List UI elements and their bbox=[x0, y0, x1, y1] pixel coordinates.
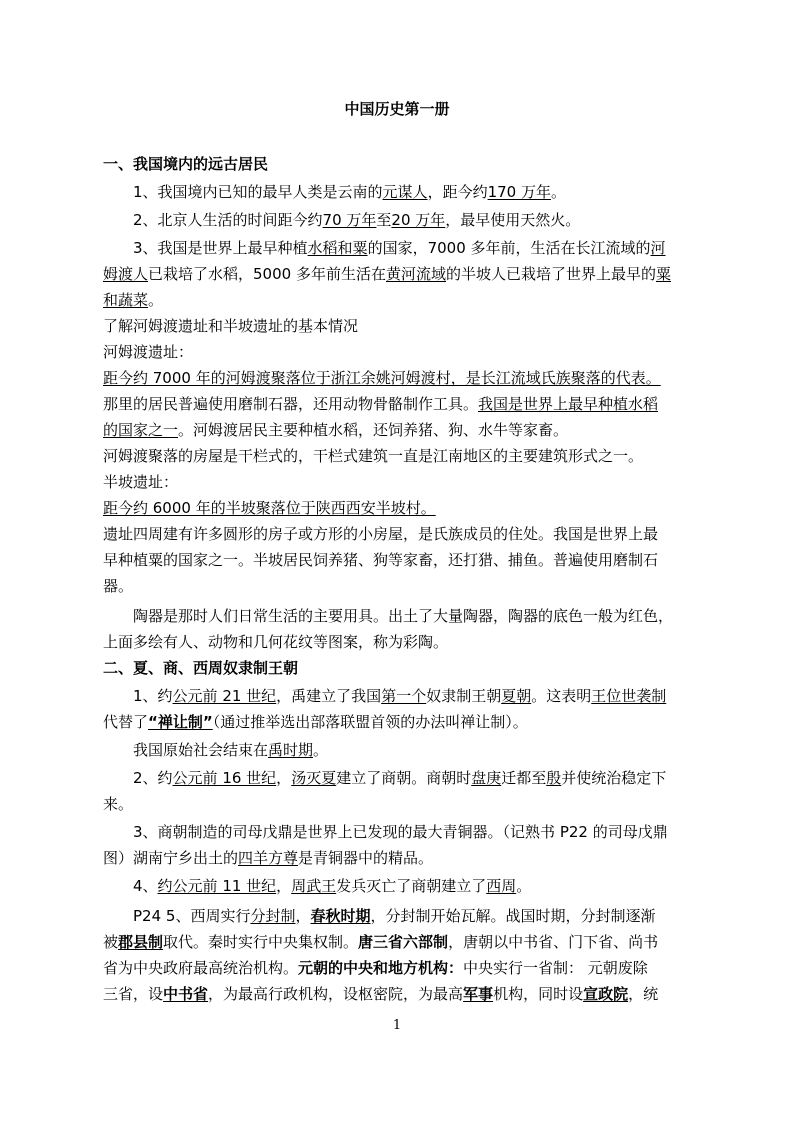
section-heading-1: 一、我国境内的远古居民 bbox=[103, 155, 269, 173]
paragraph-line: 2、北京人生活的时间距今约70 万年至20 万年，最早使用天然火。 bbox=[133, 211, 581, 229]
paragraph-line: 被郡县制取代。秦时实行中央集权制。唐三省六部制，唐朝以中书省、门下省、尚书 bbox=[103, 933, 659, 951]
paragraph-line: 和蔬菜。 bbox=[103, 291, 164, 309]
paragraph-line: 三省，设中书省，为最高行政机构，设枢密院，为最高军事机构，同时设宣政院，统 bbox=[103, 985, 659, 1003]
subheading-banpo: 半坡遗址： bbox=[103, 473, 179, 491]
paragraph-line: 代替了“禅让制”（通过推举选出部落联盟首领的办法叫禅让制）。 bbox=[103, 713, 528, 731]
section-heading-2: 二、夏、商、西周奴隶制王朝 bbox=[103, 659, 299, 677]
paragraph-line: 遗址四周建有许多圆形的房子或方形的小房屋，是氏族成员的住处。我国是世界上最 bbox=[103, 525, 659, 543]
paragraph-line: 4、约公元前 11 世纪，周武王发兵灭亡了商朝建立了西周。 bbox=[133, 877, 532, 895]
paragraph-line: P24 5、西周实行分封制，春秋时期，分封制开始瓦解。战国时期，分封制逐渐 bbox=[133, 907, 656, 925]
paragraph-line: 省为中央政府最高统治机构。元朝的中央和地方机构：中央实行一省制： 元朝废除 bbox=[103, 959, 648, 977]
page-title: 中国历史第一册 bbox=[344, 100, 450, 118]
paragraph-line: 3、我国是世界上最早种植水稻和粟的国家，7000 多年前，生活在长江流域的河 bbox=[133, 239, 666, 257]
paragraph-line: 距今约 6000 年的半坡聚落位于陕西西安半坡村。 bbox=[103, 499, 436, 517]
paragraph-line: 姆渡人已栽培了水稻，5000 多年前生活在黄河流域的半坡人已栽培了世界上最早的粟 bbox=[103, 265, 672, 283]
paragraph-line: 图）湖南宁乡出土的四羊方尊是青铜器中的精品。 bbox=[103, 849, 434, 867]
paragraph-line: 1、约公元前 21 世纪，禹建立了我国第一个奴隶制王朝夏朝。这表明王位世袭制 bbox=[133, 687, 667, 705]
paragraph-line: 来。 bbox=[103, 795, 134, 813]
paragraph-line: 了解河姆渡遗址和半坡遗址的基本情况 bbox=[103, 317, 359, 335]
paragraph-line: 3、商朝制造的司母戊鼎是世界上已发现的最大青铜器。（记熟书 P22 的司母戊鼎 bbox=[133, 823, 668, 841]
paragraph-line: 我国原始社会结束在禹时期。 bbox=[133, 741, 329, 759]
paragraph-line: 陶器是那时人们日常生活的主要用具。出土了大量陶器，陶器的底色一般为红色， bbox=[133, 607, 674, 625]
paragraph-line: 1、我国境内已知的最早人类是云南的元谋人，距今约170 万年。 bbox=[133, 183, 566, 201]
page-number: 1 bbox=[392, 1018, 402, 1033]
paragraph-line: 那里的居民普遍使用磨制石器，还用动物骨骼制作工具。我国是世界上最早种植水稻 bbox=[103, 395, 659, 413]
paragraph-line: 上面多绘有人、动物和几何花纹等图案，称为彩陶。 bbox=[103, 633, 449, 651]
paragraph-line: 早种植粟的国家之一。半坡居民饲养猪、狗等家畜，还打猎、捕鱼。普遍使用磨制石 bbox=[103, 551, 659, 569]
paragraph-line: 距今约 7000 年的河姆渡聚落位于浙江余姚河姆渡村，是长江流域氏族聚落的代表。 bbox=[103, 369, 661, 387]
subheading-hemudu: 河姆渡遗址： bbox=[103, 343, 194, 361]
paragraph-line: 器。 bbox=[103, 577, 134, 595]
paragraph-line: 2、约公元前 16 世纪，汤灭夏建立了商朝。商朝时盘庚迁都至殷并使统治稳定下 bbox=[133, 769, 667, 787]
paragraph-line: 的国家之一。河姆渡居民主要种植水稻，还饲养猪、狗、水牛等家畜。 bbox=[103, 421, 569, 439]
paragraph-line: 河姆渡聚落的房屋是干栏式的，干栏式建筑一直是江南地区的主要建筑形式之一。 bbox=[103, 447, 644, 465]
